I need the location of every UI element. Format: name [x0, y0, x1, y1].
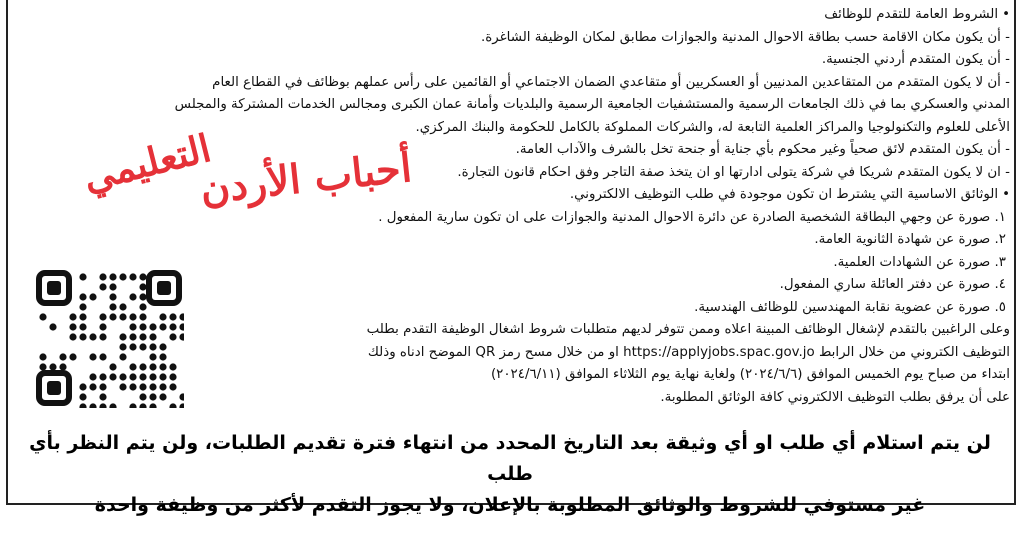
notice-line: لن يتم استلام أي طلب او أي وثيقة بعد التاريخ المحدد من انتهاء فترة تقديم الطلبات، ولن يتم النظر بأي طلب — [29, 432, 991, 485]
instruction-line: ابتداء من صباح يوم الخميس الموافق (٢٠٢٤/٦/٦) ولغاية نهاية يوم الثلاثاء الموافق (٢٠٢٤/٦/١١) — [490, 367, 1010, 382]
condition-item: - أن يكون المتقدم أردني الجنسية. — [821, 52, 1010, 67]
condition-item: - أن لا يكون المتقدم من المتقاعدين المدنيين أو العسكريين أو متقاعدي الضمان الاجتماعي أو القائمين على رأس عملهم بوظائف في القطاع العام — [212, 74, 1010, 90]
document-item: ١. صورة عن وجهي البطاقة الشخصية الصادرة عن دائرة الاحوال المدنية والجوازات على ان تكون سارية المفعول . — [378, 209, 1006, 225]
document-item: ٤. صورة عن دفتر العائلة ساري المفعول. — [779, 277, 1006, 292]
condition-item: - أن يكون مكان الاقامة حسب بطاقة الاحوال المدنية والجوازات مطابق لمكان الوظيفة الشاغرة. — [481, 29, 1010, 45]
documents-heading: • الوثائق الاساسية التي يشترط ان تكون موجودة في طلب التوظيف الالكتروني. — [25, 184, 1010, 207]
document-item: ٢. صورة عن شهادة الثانوية العامة. — [814, 232, 1006, 247]
document-item: ٣. صورة عن الشهادات العلمية. — [833, 254, 1006, 270]
instruction-line: التوظيف الكتروني من خلال الرابط https://applyjobs.spac.gov.jo او من خلال مسح رمز QR الموضح ادناه وذلك — [367, 344, 1010, 360]
document-item: ٥. صورة عن عضوية نقابة المهندسين للوظائف الهندسية. — [694, 299, 1006, 315]
closing-notice — [20, 428, 1000, 521]
instruction-line: وعلى الراغبين بالتقدم لإشغال الوظائف المبينة اعلاه وممن تتوفر لديهم متطلبات شروط اشغال الوظيفة التقدم بطلب — [366, 322, 1010, 337]
condition-item: المدني والعسكري بما في ذلك الجامعات الرسمية والمستشفيات الجامعية الرسمية والبلديات وأمانة عمان الكبرى ومجالس الخدمات المشتركة والمجلس — [174, 97, 1010, 112]
condition-item: - أن يكون المتقدم لائق صحياً وغير محكوم بأي جناية أو جنحة تخل بالشرف والآداب العامة. — [515, 142, 1010, 157]
conditions-heading: • الشروط العامة للتقدم للوظائف — [25, 4, 1010, 27]
watermark-text: أحباب الأردن — [198, 144, 414, 213]
qr-code-icon[interactable] — [34, 268, 184, 408]
watermark-text: التعليمي — [78, 124, 216, 201]
condition-item: الأعلى للعلوم والتكنولوجيا والمراكز العلمية التابعة له، والشركات المملوكة بالكامل للحكومة والبنك المركزي. — [415, 119, 1010, 135]
condition-item: - ان لا يكون المتقدم شريكا في شركة يتولى ادارتها او ان يتخذ صفة التاجر وفق احكام قانون التجارة. — [457, 164, 1010, 180]
notice-line: غير مستوفي للشروط والوثائق المطلوبة بالإعلان، ولا يجوز التقدم لأكثر من وظيفة واحدة — [94, 494, 926, 516]
instruction-line: على أن يرفق بطلب التوظيف الالكتروني كافة الوثائق المطلوبة. — [660, 389, 1010, 405]
